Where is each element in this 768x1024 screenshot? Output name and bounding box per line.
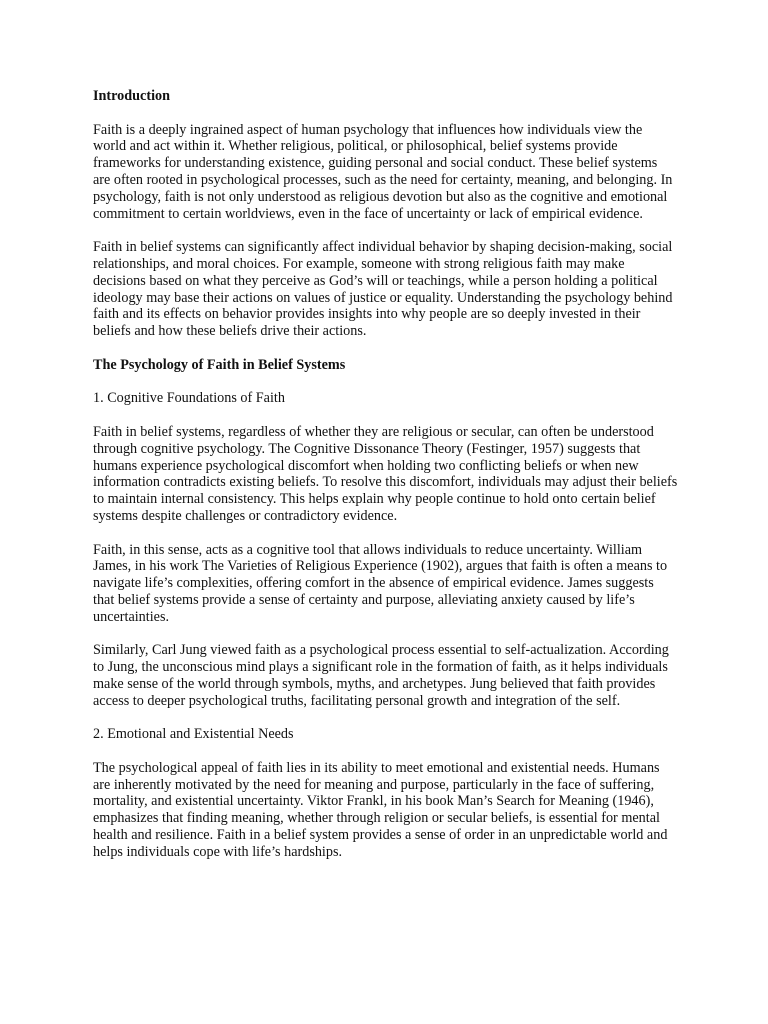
paragraph-6: The psychological appeal of faith lies in its ability to meet emotional and existential needs. Humans are inherently motivated by the need for meaning and purpose, particularly in the face of suffering, mortality, and existential uncertainty. Viktor Frankl, in his book Man’s Search for Meaning (1946), emphasizes that finding meaning, whether through religion or secular beliefs, is essential for mental health and resilience. Faith in a belief system provides a sense of order in an unpredictable world and helps individuals cope with life’s hardships.	[93, 759, 668, 860]
document-body	[93, 88, 678, 877]
paragraph-1: Faith is a deeply ingrained aspect of human psychology that influences how individuals view the world and act within it. Whether religious, political, or philosophical, belief systems provide frameworks for understanding existence, guiding personal and social conduct. These belief systems are often rooted in psychological processes, such as the need for certainty, meaning, and belonging. In psychology, faith is not only understood as religious devotion but also as the cognitive and emotional commitment to certain worldviews, even in the face of uncertainty or lack of empirical evidence.	[93, 121, 673, 222]
paragraph-4: Faith, in this sense, acts as a cognitive tool that allows individuals to reduce uncertainty. William James, in his work The Varieties of Religious Experience (1902), argues that faith is often a means to navigate life’s complexities, offering comfort in the absence of empirical evidence. James suggests that belief systems provide a sense of certainty and purpose, alleviating anxiety caused by life’s uncertainties.	[93, 541, 668, 625]
subheading-emotional-existential: 2. Emotional and Existential Needs	[93, 726, 294, 743]
paragraph-3: Faith in belief systems, regardless of whether they are religious or secular, can often be understood through cognitive psychology. The Cognitive Dissonance Theory (Festinger, 1957) suggests that humans experience psychological discomfort when holding two conflicting beliefs or when new information contradicts existing beliefs. To resolve this discomfort, individuals may adjust their beliefs to maintain internal consistency. This helps explain why people continue to hold onto certain belief systems despite challenges or contradictory evidence.	[93, 423, 678, 524]
heading-introduction: Introduction	[93, 88, 170, 104]
heading-psychology-of-faith: The Psychology of Faith in Belief Systems	[93, 356, 346, 373]
paragraph-5: Similarly, Carl Jung viewed faith as a psychological process essential to self-actualization. According to Jung, the unconscious mind plays a significant role in the formation of faith, as it helps individuals make sense of the world through symbols, myths, and archetypes. Jung believed that faith provides access to deeper psychological truths, facilitating personal growth and integration of the self.	[93, 642, 669, 709]
subheading-cognitive-foundations: 1. Cognitive Foundations of Faith	[93, 390, 285, 407]
paragraph-2: Faith in belief systems can significantly affect individual behavior by shaping decision-making, social relationships, and moral choices. For example, someone with strong religious faith may make decisions based on what they perceive as God’s will or teachings, while a person holding a political ideology may base their actions on values of justice or equality. Understanding the psychology behind faith and its effects on behavior provides insights into why people are so deeply invested in their beliefs and how these beliefs drive their actions.	[93, 239, 673, 340]
